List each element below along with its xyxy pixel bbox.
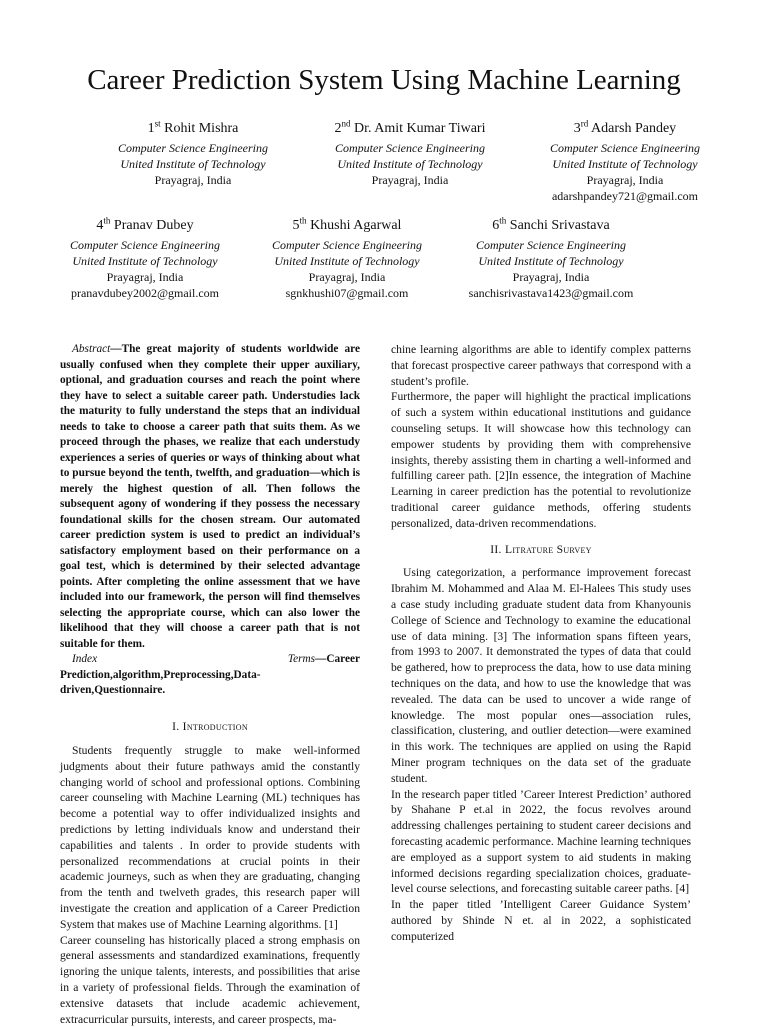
author-dept: Computer Science Engineering (272, 238, 422, 252)
paragraph: Using categorization, a performance improvement forecast Ibrahim M. Mohammed and Alaa M. El-Halees This study uses a case study including graduate student data from Khanyounis College of Science and Technology to examine the educational use of data mining. [3] The information spans fifteen years, from 1993 to 2007. It demonstrated the types of data that could be gathered, how to preprocess the data, how to use data mining techniques on the data, and how to use the knowledge that was revealed. The data can be used to uncover a wide range of knowledge. The most popular ones—association rules, classification, clustering, and outlier detection—were examined in this work. The techniques are applied on using the Rapid Miner program techniques on the data set of the graduate student. (391, 566, 691, 785)
author-dept: Computer Science Engineering (118, 141, 268, 155)
author-name: Sanchi Srivastava (509, 218, 610, 233)
author-inst: United Institute of Technology (552, 157, 698, 171)
author-loc: Prayagraj, India (371, 173, 449, 187)
author-email[interactable]: sgnkhushi07@gmail.com (285, 286, 409, 300)
index-terms-label: Index Terms (72, 653, 316, 665)
author-inst: United Institute of Technology (274, 254, 420, 268)
paper-title: Career Prediction System Using Machine Learning (87, 64, 681, 96)
author-name: Rohit Mishra (164, 121, 239, 136)
author-dept: Computer Science Engineering (70, 238, 220, 252)
paragraph: In the paper titled ’Intelligent Career Guidance System’ authored by Shinde N et. al in 2022, a sophisticated computerized (391, 898, 691, 943)
author-5: 5th Khushi Agarwal Computer Science Engineering United Institute of Technology Prayagraj, India sgnkhushi07@gmail.com (232, 217, 462, 301)
author-4: 4th Pranav Dubey Computer Science Engineering United Institute of Technology Prayagraj, India pranavdubey2002@gmail.com (30, 217, 260, 301)
section-heading-literature-survey: II. Litrature Survey (490, 542, 592, 556)
abstract-text: —The great majority of students worldwide are usually confused when they complete their upper auxiliary, optional, and graduation courses and reach the point where they have to select a suitable career path. Understudies lack the maturity to fully understand the steps that an individual needs to take to choose a career path that suits them. As we proceed through the phases, we realize that each understudy experiences a series of queries or ways of thinking about what to pursue beyond the tenth, twelfth, and graduation—which is merely the highest question of all. Then follows the subsequent agony of wondering if they possess the necessary foundational skills for the chosen stream. Our automated career prediction system is used to predict an individual’s satisfactory employment based on their performance on a goal test, which is determined by their selected advantage points. After completing the online assessment that we have included into our framework, the person will find themselves selecting the appropriate course, which can also lower the likelihood that they will choose a career path that is not suitable for them. (60, 343, 360, 650)
abstract (60, 342, 360, 652)
paragraph: In the research paper titled ’Career Interest Prediction’ authored by Shahane P et.al in 2022, the focus revolves around addressing challenges pertaining to student career decisions and forecasting academic performance. Machine learning techniques are employed as a support system to aid students in making informed decisions regarding specialization choices, graduate-level course selections, and forecasting suitable career paths. [4] (391, 787, 691, 896)
author-loc: Prayagraj, India (106, 270, 184, 284)
author-loc: Prayagraj, India (154, 173, 232, 187)
author-loc: Prayagraj, India (512, 270, 590, 284)
index-terms-text: —Career Prediction,algorithm,Preprocessing,Data-driven,Questionnaire. (60, 653, 360, 696)
author-name: Adarsh Pandey (591, 121, 677, 136)
author-email[interactable]: pranavdubey2002@gmail.com (70, 286, 219, 300)
author-inst: United Institute of Technology (337, 157, 483, 171)
author-name: Pranav Dubey (113, 218, 194, 233)
section-heading-introduction: I. Introduction (172, 719, 248, 733)
left-column (60, 342, 360, 1027)
paragraph: Furthermore, the paper will highlight the practical implications of such a system within educational institutions and guidance counseling setups. It will showcase how this technology can empower students by providing them with comprehensive insights, thereby assisting them in charting a well-informed and fulfilling career path. [2]In essence, the integration of Machine Learning in career prediction has the potential to revolutionize traditional career guidance methods, offering students personalized, data-driven recommendations. (391, 390, 691, 530)
abstract-label: Abstract (72, 343, 111, 355)
author-name: Khushi Agarwal (310, 218, 402, 233)
author-3: 3rd Adarsh Pandey Computer Science Engineering United Institute of Technology Prayagraj, India adarshpandey721@gmail.com (510, 120, 740, 204)
author-loc: Prayagraj, India (308, 270, 386, 284)
paragraph: Students frequently struggle to make well-informed judgments about their future pathways amid the constantly changing world of school and professional options. Combining career counseling with Machine Learning (ML) techniques has become a potential way to offer individualized insights and predictions by letting individuals know and understand their capabilities and talents . In order to provide students with personalized recommendations at crucial points in their academic journeys, such as when they are graduating, changing from the tenth and twelveth grades, this research paper will investigate the creation and application of a Career Prediction System that makes use of Machine Learning algorithms. [1] (60, 744, 360, 931)
author-inst: United Institute of Technology (120, 157, 266, 171)
paragraph: chine learning algorithms are able to identify complex patterns that forecast prospective career pathways that correspond with a student’s profile. (391, 343, 691, 388)
author-2: 2nd Dr. Amit Kumar Tiwari Computer Science Engineering United Institute of Technology Prayagraj, India (295, 120, 525, 188)
author-inst: United Institute of Technology (478, 254, 624, 268)
author-1: 1st Rohit Mishra Computer Science Engineering United Institute of Technology Prayagraj, India (78, 120, 308, 188)
right-column (391, 342, 691, 944)
index-terms (60, 652, 360, 699)
author-dept: Computer Science Engineering (550, 141, 700, 155)
author-email[interactable]: sanchisrivastava1423@gmail.com (468, 286, 634, 300)
paragraph: Career counseling has historically placed a strong emphasis on general assessments and standardized examinations, frequently ignoring the unique talents, interests, and possibilities that arise in a variety of professional fields. Through the examination of extensive datasets that include academic achievement, extracurricular pursuits, interests, and career prospects, ma- (60, 933, 360, 1026)
author-dept: Computer Science Engineering (476, 238, 626, 252)
author-inst: United Institute of Technology (72, 254, 218, 268)
author-loc: Prayagraj, India (586, 173, 664, 187)
author-email[interactable]: adarshpandey721@gmail.com (551, 189, 698, 203)
author-name: Dr. Amit Kumar Tiwari (354, 121, 486, 136)
author-6: 6th Sanchi Srivastava Computer Science Engineering United Institute of Technology Prayagraj, India sanchisrivastava1423@gmail.com (436, 217, 666, 301)
author-dept: Computer Science Engineering (335, 141, 485, 155)
